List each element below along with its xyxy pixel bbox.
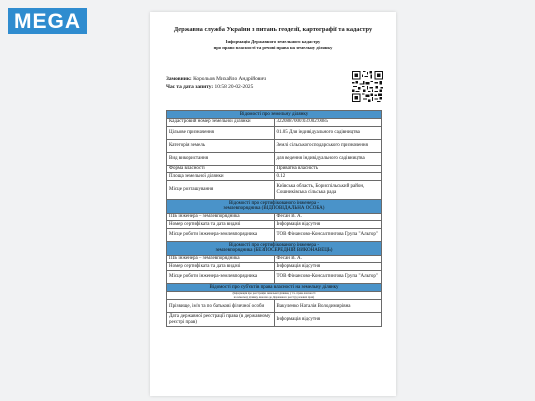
table-row — [167, 118, 382, 126]
workplace-label: Місце роботи інженера-землевпорядника — [167, 271, 275, 284]
location-value: Київська область, Бориспільський район, Сошниківська сільська рада — [274, 181, 382, 200]
registration-date-label: Дата державної реєстрації права (в державному реєстрі прав) — [167, 313, 275, 327]
table-row — [167, 229, 382, 242]
document-page — [150, 12, 396, 396]
subtitle-line-2: про право власності та речові права на земельну ділянку — [213, 44, 333, 50]
record-table — [166, 110, 382, 327]
use-type-label: Вид використання — [167, 152, 275, 165]
engineer-name-label: ПІБ інженера – землевпорядника — [167, 213, 275, 221]
table-row — [167, 139, 382, 152]
table-row — [167, 300, 382, 313]
registration-date-value: Інформація відсутня — [274, 313, 382, 327]
purpose-value: 01.05 Для індивідуального садівництва — [274, 126, 382, 139]
table-row — [167, 271, 382, 284]
request-time-value: 10:58 20-02-2025 — [214, 83, 254, 90]
table-row — [167, 255, 382, 263]
section-title-line: землевпорядника (ВІДПОВІДАЛЬНА ОСОБА) — [223, 206, 325, 212]
table-row — [167, 213, 382, 221]
document-subtitle — [170, 39, 376, 50]
document-title: Державна служба України з питань геодезії, картографії та кадастру — [173, 26, 373, 33]
workplace-label: Місце роботи інженера-землевпорядника — [167, 229, 275, 242]
use-type-value: для ведення індивідуального садівництва — [274, 152, 382, 165]
workplace-value: ТОВ Фінансово-Консалтингова Група "Альтор" — [274, 271, 382, 284]
certificate-value: Інформація відсутня — [274, 263, 382, 271]
table-row — [167, 165, 382, 173]
table-row — [167, 152, 382, 165]
request-time-label: Час та дата запиту: — [166, 83, 214, 90]
cadastral-number-label: Кадастровий номер земельної ділянки — [167, 118, 275, 126]
table-row — [167, 313, 382, 327]
table-row — [167, 173, 382, 181]
section-title-line: землевпорядника (БЕЗПОСЕРЕДНІЙ ВИКОНАВЕЦЬ) — [215, 248, 333, 254]
ownership-form-value: Приватна власність — [274, 165, 382, 173]
owner-name-value: Вакуленко Наталія Володимирівна — [274, 300, 382, 313]
qr-code-icon — [352, 71, 383, 102]
note-line: на земельну ділянку, внесена до Державного реєстру речових прав) — [233, 295, 315, 299]
site-logo: MEGA — [8, 8, 87, 34]
table-row — [167, 263, 382, 271]
note-line: (Інформація про реєстрацію земельної ділянки, у т.ч. право власності — [232, 292, 316, 296]
certificate-label: Номер сертифіката та дата видачі — [167, 263, 275, 271]
requester-row — [166, 76, 266, 84]
table-row — [167, 221, 382, 229]
section-title-line: Відомості про сертифікованого інженера - — [228, 242, 320, 248]
table-row — [167, 181, 382, 200]
ownership-form-label: Форма власності — [167, 165, 275, 173]
owner-name-label: Прізвище, ім'я та по батькові фізичної особи — [167, 300, 275, 313]
area-value: 0.12 — [274, 173, 382, 181]
requester-value: Корольов Михайло Андрійович — [193, 76, 266, 82]
ownership-note — [167, 291, 382, 300]
area-label: Площа земельної ділянки — [167, 173, 275, 181]
purpose-label: Цільове призначення — [167, 126, 275, 139]
engineer-name-label: ПІБ інженера – землевпорядника — [167, 255, 275, 263]
subtitle-line-1: Інформація Державного земельного кадастру — [225, 39, 321, 44]
certificate-label: Номер сертифіката та дата видачі — [167, 221, 275, 229]
land-category-value: Землі сільськогосподарського призначення — [274, 139, 382, 152]
land-category-label: Категорія земель — [167, 139, 275, 152]
workplace-value: ТОВ Фінансово-Консалтингова Група "Альтор" — [274, 229, 382, 242]
section-title-line: Відомості про сертифікованого інженера - — [228, 200, 320, 206]
section-header-ownership: Відомості про суб'єктів права власності на земельну ділянку — [167, 284, 382, 292]
requester-label: Замовник: — [166, 76, 192, 82]
section-header-land: Відомості про земельну ділянку — [167, 111, 382, 119]
request-time-row — [166, 84, 266, 92]
table-row — [167, 126, 382, 139]
section-header-engineer-responsible — [167, 200, 382, 213]
section-header-engineer-direct — [167, 242, 382, 255]
engineer-name-value: Фесан В. А. — [274, 213, 382, 221]
request-info — [166, 76, 266, 91]
location-label: Місце розташування — [167, 181, 275, 200]
engineer-name-value: Фесан В. А. — [274, 255, 382, 263]
cadastral-number-value: 3220887000:03:002:0085 — [274, 118, 382, 126]
certificate-value: Інформація відсутня — [274, 221, 382, 229]
